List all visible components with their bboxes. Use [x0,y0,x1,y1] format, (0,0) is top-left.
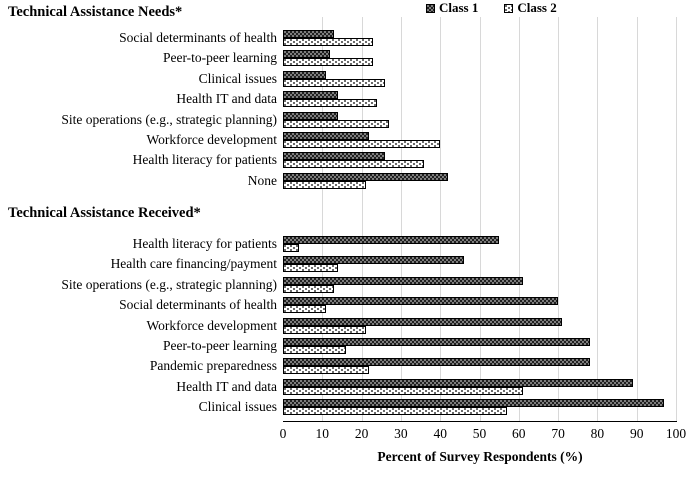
bar-class2 [283,99,377,107]
category-label: Site operations (e.g., strategic planning) [61,276,277,292]
x-tick-label: 0 [279,426,287,441]
bar-class2 [283,387,523,395]
category-label: Clinical issues [198,70,277,86]
x-tick-label: 20 [354,426,369,441]
bar-class2 [283,160,424,168]
bar-class1 [283,358,590,366]
bar-class1 [283,50,330,58]
bar-class2 [283,326,366,334]
x-tick-label: 40 [433,426,447,441]
bar-class1 [283,236,499,244]
category-label: Peer-to-peer learning [162,338,277,353]
x-axis-title: Percent of Survey Respondents (%) [377,449,583,464]
bar-class2 [283,79,385,87]
x-tick-label: 30 [394,426,408,441]
bar-class1 [283,173,448,181]
category-label: Health IT and data [176,378,277,394]
bar-class1 [283,91,338,99]
bar-class1 [283,30,334,38]
category-label: Social determinants of health [119,297,277,313]
bar-class1 [283,112,338,120]
x-tick-label: 10 [315,426,330,441]
bar-class2 [283,120,389,128]
bar-class1 [283,318,562,326]
legend-label-class1: Class 1 [439,0,479,15]
bar-class2 [283,244,299,252]
x-tick-label: 80 [590,426,605,441]
bar-class2 [283,407,507,415]
bar-class2 [283,140,440,148]
category-label: Peer-to-peer learning [162,50,277,66]
category-label: Social determinants of health [119,30,277,45]
class1-swatch-icon [426,4,435,13]
bar-class2 [283,264,338,272]
bar-class2 [283,285,334,293]
gridline [676,17,677,421]
x-tick-label: 70 [551,426,565,441]
bar-class1 [283,399,664,407]
chart-legend [426,0,557,16]
gridline [597,17,598,421]
bar-class2 [283,305,326,313]
category-label: None [247,172,277,188]
category-label: Health literacy for patients [132,236,277,251]
section-title-needs: Technical Assistance Needs* [8,4,183,20]
x-tick-label: 50 [472,426,487,441]
legend-label-class2: Class 2 [517,0,557,15]
bar-class1 [283,297,558,305]
category-label: Pandemic preparedness [149,358,277,374]
legend-item-class1 [426,0,478,16]
bar-class1 [283,256,464,264]
category-label: Health literacy for patients [132,152,277,168]
legend-item-class2 [504,0,556,16]
section-title-received: Technical Assistance Received* [8,205,201,221]
gridline [637,17,638,421]
x-tick-label: 60 [512,426,526,441]
bar-class2 [283,181,366,189]
category-label: Site operations (e.g., strategic planning) [61,111,277,127]
bar-class2 [283,366,369,374]
category-label: Health IT and data [176,91,277,107]
bar-class1 [283,277,523,285]
bar-class1 [283,379,633,387]
x-axis-line [283,421,677,422]
bar-class2 [283,38,373,46]
bar-class2 [283,346,346,354]
bar-class1 [283,71,326,79]
category-label: Clinical issues [198,399,277,415]
category-label: Health care financing/payment [110,256,277,272]
x-tick-label: 90 [629,426,644,441]
class2-swatch-icon [504,4,513,13]
category-label: Workforce development [146,317,277,333]
bar-class1 [283,152,385,160]
bar-class1 [283,338,590,346]
bar-class1 [283,132,369,140]
bar-class2 [283,58,373,66]
category-label: Workforce development [146,132,277,147]
x-tick-label: 100 [665,426,687,441]
